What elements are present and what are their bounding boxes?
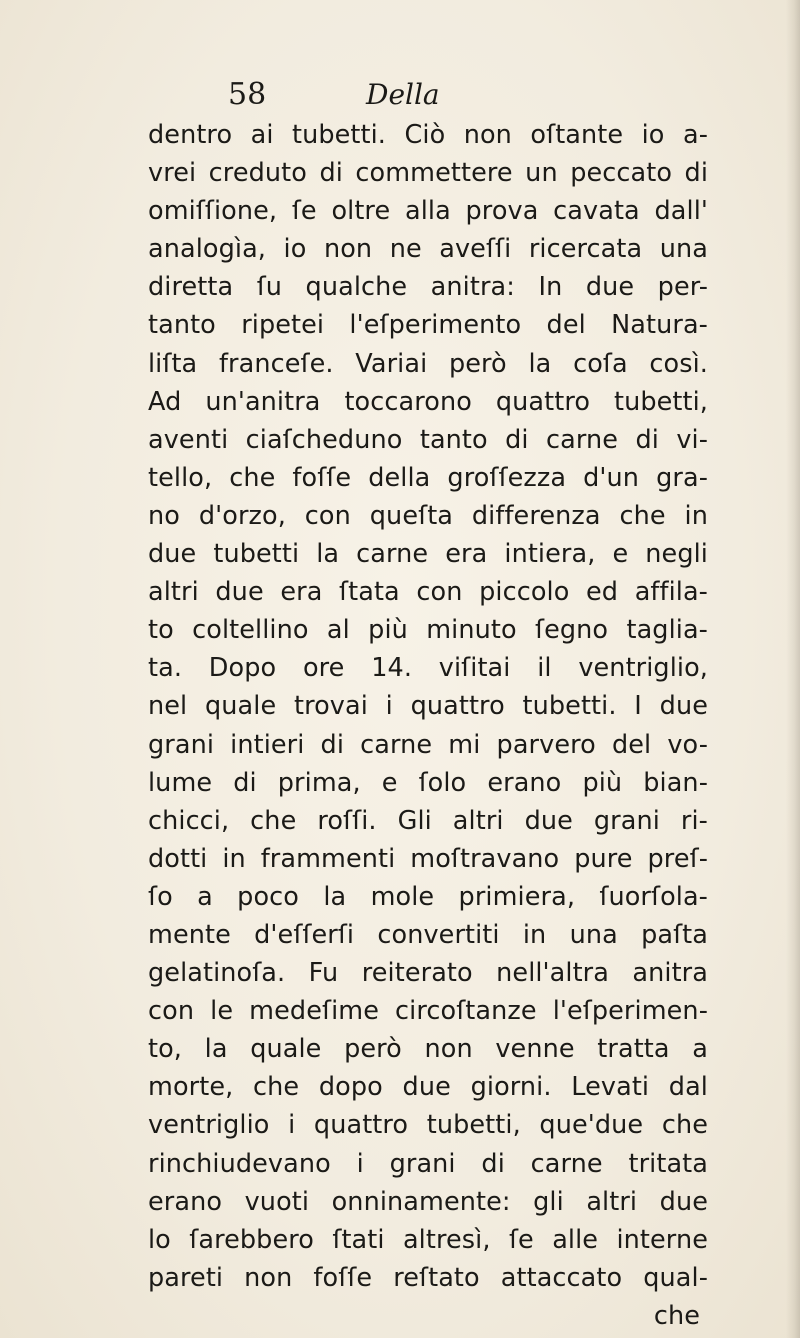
text-line: to, la quale però non venne tratta a xyxy=(148,1034,708,1065)
body-text xyxy=(148,116,708,1335)
text-line: mente d'eſſerſi convertiti in una paſta xyxy=(148,919,708,950)
text-line: nel quale trovai i quattro tubetti. I due xyxy=(148,691,708,722)
text-line: Ad un'anitra toccarono quattro tubetti, xyxy=(148,386,708,417)
text-line: erano vuoti onninamente: gli altri due xyxy=(148,1186,708,1217)
text-line: morte, che dopo due giorni. Levati dal xyxy=(148,1072,708,1103)
page-header xyxy=(228,72,548,118)
text-line: vrei creduto di commettere un peccato di xyxy=(148,158,708,189)
text-line: lume di prima, e ſolo erano più bian- xyxy=(148,767,708,798)
text-line: chicci, che roſſi. Gli altri due grani ri- xyxy=(148,805,708,836)
text-line: due tubetti la carne era intiera, e negli xyxy=(148,539,708,570)
catchword: che xyxy=(653,1300,700,1331)
text-line: no d'orzo, con queſta differenza che in xyxy=(148,500,708,531)
text-line: altri due era ſtata con piccolo ed affila- xyxy=(148,577,708,608)
page-edge-shadow xyxy=(786,0,800,1338)
text-line: analogìa, io non ne aveſſi ricercata una xyxy=(148,234,708,265)
text-line: dentro ai tubetti. Ciò non oſtante io a- xyxy=(148,120,708,150)
text-line: omiſſione, ſe oltre alla prova cavata dall' xyxy=(148,196,708,227)
text-line: lo ſarebbero ſtati altresì, ſe alle interne xyxy=(148,1224,708,1255)
text-line: gelatinoſa. Fu reiterato nell'altra anitra xyxy=(148,958,708,989)
text-line: diretta ſu qualche anitra: In due per- xyxy=(148,272,708,303)
page-number: 58 xyxy=(228,77,267,112)
text-line: aventi ciaſcheduno tanto di carne di vi- xyxy=(148,424,708,455)
text-line: ta. Dopo ore 14. viſitai il ventriglio, xyxy=(148,653,708,684)
text-line: ventriglio i quattro tubetti, que'due che xyxy=(148,1110,708,1141)
text-line: liſta franceſe. Variai però la coſa così. xyxy=(148,348,708,379)
text-line: rinchiudevano i grani di carne tritata xyxy=(148,1148,708,1179)
text-line: ſo a poco la mole primiera, ſuorſola- xyxy=(148,881,708,912)
text-line: con le medeſime circoſtanze l'eſperimen- xyxy=(148,996,708,1027)
text-line: tanto ripetei l'eſperimento del Natura- xyxy=(148,310,708,341)
text-line: to coltellino al più minuto ſegno taglia- xyxy=(148,615,708,646)
text-line: dotti in frammenti moſtravano pure preſ- xyxy=(148,843,708,874)
text-line: pareti non foſſe reſtato attaccato qual- xyxy=(148,1262,708,1293)
running-head: Della xyxy=(366,78,440,111)
text-line: grani intieri di carne mi parvero del vo- xyxy=(148,729,708,760)
text-line: tello, che foſſe della groſſezza d'un gra- xyxy=(148,462,708,493)
